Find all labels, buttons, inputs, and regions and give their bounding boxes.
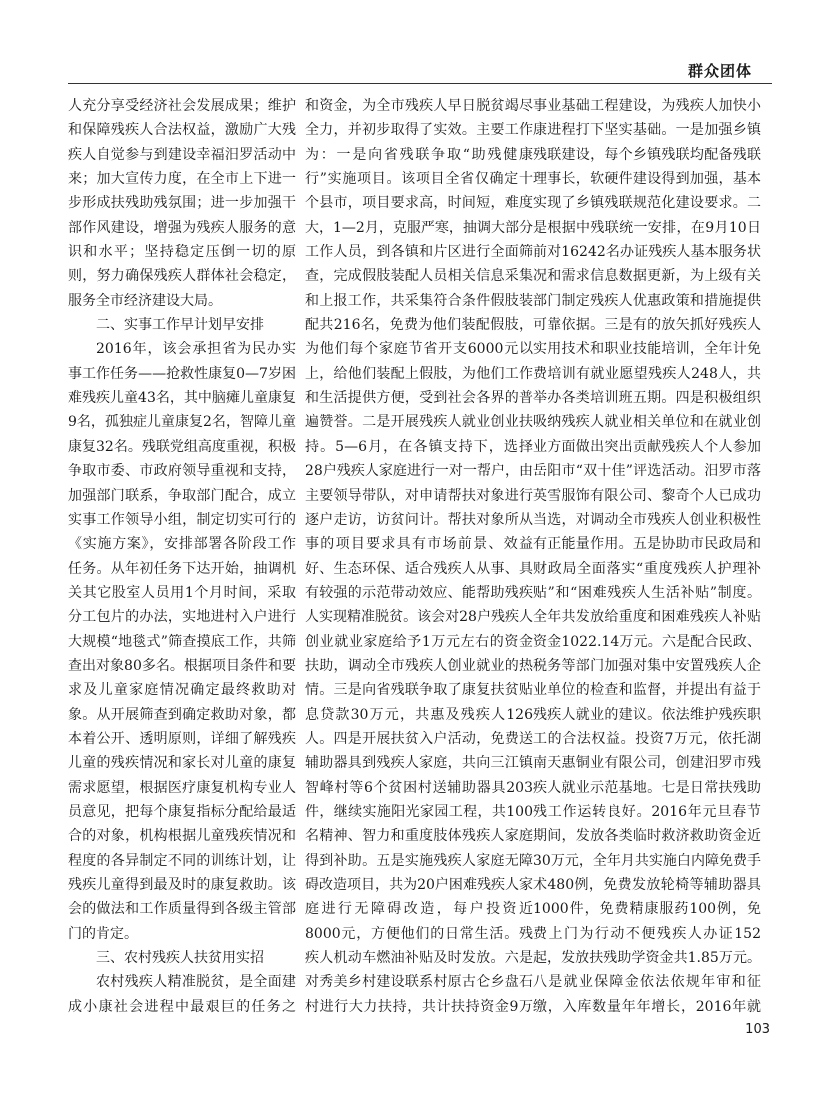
text-column-2 — [305, 94, 533, 1014]
paragraph: 农村残疾人精准脱贫，是全面建成小康社会进程中最艰巨的任务之 — [68, 974, 296, 1014]
subheading: 二、实事工作早计划早安排 — [96, 317, 264, 334]
text-column-3 — [533, 94, 761, 1014]
header-rule — [68, 83, 772, 84]
section-title: 群众团体 — [687, 62, 752, 80]
paragraph: 事业基础工程建设，为残疾人加快小康进程打下坚实基础。一是加强乡镇残联建设，每个乡镇残联均配备残联理事长，软硬件建设得到加强，基本实现了乡镇残联规范化建设要求。二是根据中残联统一安排，在9月10日前对16242名办证残疾人基本服务状况和需求信息数据更新，为上级有关部门制定残疾人优惠政策和措施提供可靠依据。三是有的放矢抓好残疾人实用技术和职业技能培训，全年计免费培训有就业愿望残疾人248人，共举办各类培训班五期。四是积极组织吸纳残疾人就业相关单位和在就业创业方面做出突出贡献残疾人个人参加岳阳市“双十佳”评选活动。汨罗市落英雪服饰有限公司、黎奇个人已成功当选，对调动全市残疾人创业积极性有正能量作用。五是协助市民政局和财政局全面落实“重度残疾人护理补贴”和“困难残疾人生活补贴”制度。全年共发放给重度和困难残疾人补贴资金1022.14万元。六是配合民政、税务等部门加强对集中安置残疾人企业单位的检查和监督，并提出有益于残疾人就业的建议。依法维护残疾职工的合法权益。投资7万元，依托湖南天惠铜业有限公司，创建汨罗市残疾人就业示范基地。七是日常扶残助残工作运转良好。2016年元旦春节期间，发放各类临时救济救助资金近30万元，全年月共实施白内障免费手术480例，免费发放轮椅等辅助器具1000件，免费精康服药100例，免费上门为行动不便残疾人办证152起，发放扶残助学资金共1.85万元。八是就业保障金依法依规年审和征缴，入库数量年年增长，2016年就 — [533, 98, 761, 1014]
paragraph: 人充分享受经济社会发展成果；维护和保障残疾人合法权益，激励广大残疾人自觉参与到建设幸福汨罗活动中来；加大宣传力度，在全市上下进一步形成扶残助残氛围；进一步加强干部作风建设，增强为残疾人服务的意识和水平；坚持稳定压倒一切的原则，努力确保残疾人群体社会稳定，服务全市经济建设大局。 — [68, 98, 296, 309]
subheading: 三、农村残疾人扶贫用实招 — [96, 950, 264, 967]
paragraph: 和资金，为全市残疾人早日脱贫竭尽全力，并初步取得了实效。主要工作为：一是向省残联争取“助残健康行”实施项目。该项目全省仅确定十个县市，项目要求高，时间短，难度大，1—2月，克服严寒，抽调大部分工作人员，到各镇和片区进行全面筛查，完成假肢装配人员相关信息采集和上报工作，共采集符合条件假肢装配共216名，免费为他们装配假肢，为他们每个家庭节省开支6000元以上，给他们装配上假肢，为他们工作和生活提供方便，受到社会各界的普遍赞誉。二是开展残疾人就业创业扶持。5—6月，在各镇支持下，选择28户残疾人家庭进行一对一帮户，由主要领导带队，对申请帮扶对象进行逐户走访，访贫问计。帮扶对象所从事的项目要求具有市场前景、效益好、生态环保、适合残疾人从事、具有较强的示范带动效应、能帮助残疾人实现精准脱贫。该会对28户残疾人创业就业家庭给予1万元左右的资金扶助，调动全市残疾人创业就业的热情。三是向省残联争取了康复扶贫贴息贷款30万元，共惠及残疾人126人。四是开展扶贫入户活动，免费送辅助器具到残疾人家庭，共向三江镇智峰村等6个贫困村送辅助器具203件，继续实施阳光家园工程，共100名精神、智力和重度肢体残疾人家庭得到补助。五是实施残疾人家庭无障碍改造项目，共为20户困难残疾人家庭进行无障碍改造，每户投资近8000元，方便他们的日常生活。残疾人机动车燃油补贴及时发放。六是对秀美乡村建设联系村原古仑乡盘石村进行大力扶持，共计扶持资金9万 — [305, 98, 533, 1014]
page-number: 103 — [745, 1022, 770, 1037]
text-column-1 — [68, 94, 296, 1014]
paragraph: 2016年，该会承担省为民办实事工作任务——抢救性康复0—7岁困难残疾儿童43名，其中脑瘫儿童康复9名，孤独症儿童康复2名，智障儿童康复32名。残联党组高度重视，积极争取市委、市政府领导重视和支持，加强部门联系，争取部门配合，成立实事工作领导小组，制定切实可行的《实施方案》，安排部署各阶段工作任务。从年初任务下达开始，抽调机关其它股室人员用1个月时间，采取分工包片的办法，实地进村入户进行大规模“地毯式”筛查摸底工作，共筛查出对象80多名。根据项目条件和要求及儿童家庭情况确定最终救助对象。从开展筛查到确定救助对象，都本着公开、透明原则，详细了解残疾儿童的残疾情况和家长对儿童的康复需求愿望，根据医疗康复机构专业人员意见，把每个康复指标分配给最适合的对象，机构根据儿童残疾情况和程度的各异制定不同的训练计划，让残疾儿童得到最及时的康复救助。该会的做法和工作质量得到各级主管部门的肯定。 — [68, 341, 296, 942]
